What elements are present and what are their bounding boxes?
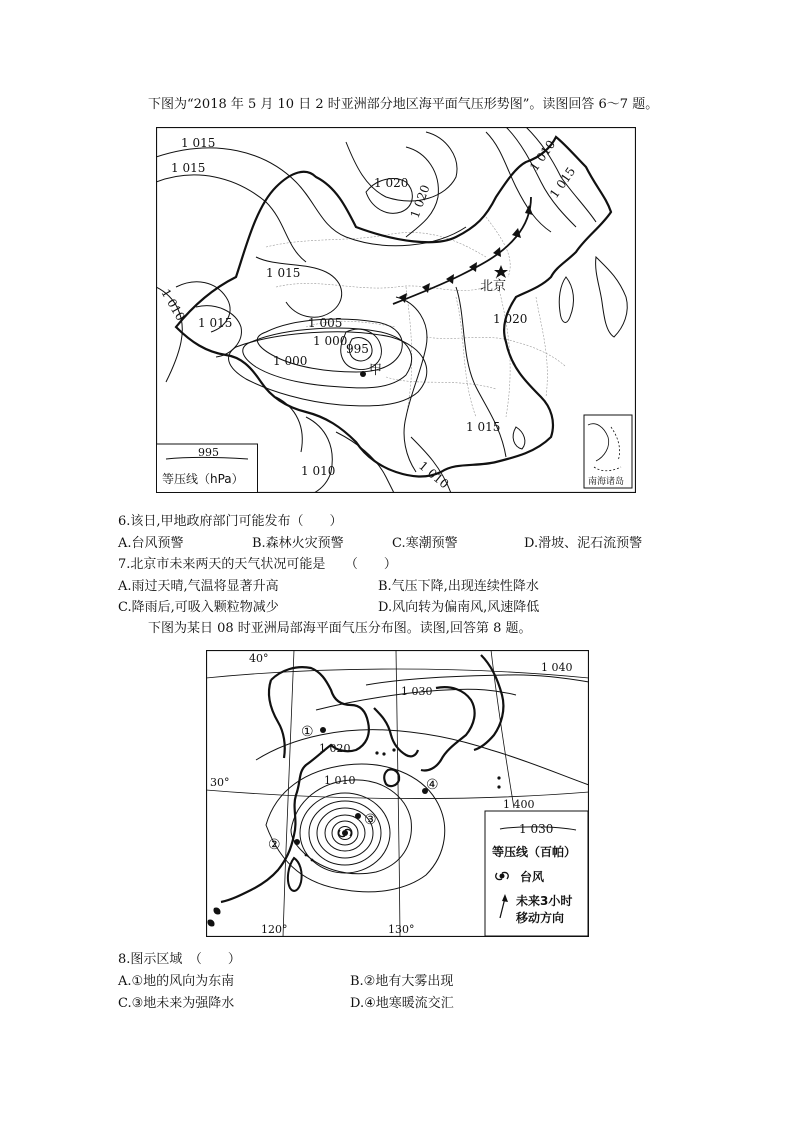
q8-option-c[interactable]: C.③地未来为强降水 (118, 996, 235, 1011)
isobar-label: 995 (346, 342, 369, 356)
legend-isobar-value: 995 (198, 446, 219, 459)
legend-typhoon-text: 台风 (520, 870, 545, 884)
jia-point-icon (360, 371, 366, 377)
isobar-label: 1 010 (526, 137, 559, 174)
point-3-dot (355, 813, 361, 819)
point-3-label: ③ (364, 812, 377, 828)
inset-label: 南海诸岛 (588, 477, 625, 487)
isobar-label: 1 040 (541, 661, 573, 674)
sea-level-pressure-map-2 (206, 650, 589, 937)
place-beijing: 北京 (480, 279, 507, 294)
q7-option-d[interactable]: D.风向转为偏南风,风速降低 (378, 600, 540, 615)
place-jia: 甲 (369, 363, 383, 378)
q8-option-d[interactable]: D.④地寒暖流交汇 (350, 996, 454, 1011)
lat-label-40: 40° (249, 652, 269, 665)
q6-stem: 6.该日,甲地政府部门可能发布（ ） (118, 514, 343, 529)
q6-option-a[interactable]: A.台风预警 (118, 536, 184, 551)
intro-text-2: 下图为某日 08 时亚洲局部海平面气压分布图。读图,回答第 8 题。 (148, 621, 532, 636)
isobar-label: 1 010 (158, 286, 188, 324)
isobar-label: 1 015 (466, 420, 501, 434)
isobar-label: 1 030 (401, 685, 433, 698)
q7-stem: 7.北京市未来两天的天气状况可能是 （ ） (118, 557, 397, 572)
south-china-sea-inset (584, 415, 632, 488)
q8-stem: 8.图示区域 （ ） (118, 952, 241, 967)
isobar-label: 1 015 (171, 161, 206, 175)
sea-level-pressure-map-1 (156, 127, 636, 493)
point-1-dot (320, 727, 326, 733)
q8-option-a[interactable]: A.①地的风向为东南 (118, 974, 235, 989)
q8-option-b[interactable]: B.②地有大雾出现 (350, 974, 454, 989)
isobar-label: 1 000 (273, 354, 308, 368)
legend-move-text-2: 移动方向 (516, 911, 565, 925)
q7-option-b[interactable]: B.气压下降,出现连续性降水 (378, 579, 539, 594)
q6-option-d[interactable]: D.滑坡、泥石流预警 (524, 536, 643, 551)
map1-legend (157, 444, 258, 493)
q6-option-c[interactable]: C.寒潮预警 (392, 536, 458, 551)
isobar-label: 1 015 (546, 164, 579, 201)
isobar-label: 1 020 (493, 312, 528, 326)
legend-isobar-title: 等压线（百帕） (492, 845, 577, 859)
isobar-label: 1 400 (503, 798, 535, 811)
isobar-label: 1 000 (313, 334, 348, 348)
isobar-label: 1 010 (324, 774, 356, 787)
isobar-label: 1 015 (181, 136, 216, 150)
q7-option-a[interactable]: A.雨过天晴,气温将显著升高 (118, 579, 279, 594)
isobar-label: 1 010 (301, 464, 336, 478)
lon-label-130: 130° (388, 923, 415, 936)
map2-legend (485, 811, 588, 936)
isobar-label: 1 015 (198, 316, 233, 330)
isobar-label: 1 020 (374, 176, 409, 190)
point-1-label: ① (301, 724, 314, 740)
point-2-dot (294, 839, 300, 845)
isobar-label: 1 015 (266, 266, 301, 280)
lat-label-30: 30° (210, 776, 230, 789)
isobar-label: 1 010 (416, 458, 452, 492)
q6-option-b[interactable]: B.森林火灾预警 (252, 536, 344, 551)
isobar-label: 1 005 (308, 316, 343, 330)
point-4-label: ④ (426, 777, 439, 793)
lon-label-120: 120° (261, 923, 288, 936)
isobar-label: 1 020 (319, 742, 351, 755)
legend-isobar-value: 1 030 (519, 822, 554, 836)
isobar-label: 1 020 (407, 182, 433, 221)
intro-text-1: 下图为“2018 年 5 月 10 日 2 时亚洲部分地区海平面气压形势图”。读图回答 6～7 题。 (148, 97, 659, 112)
legend-isobar-text: 等压线（hPa） (162, 472, 244, 486)
q7-option-c[interactable]: C.降雨后,可吸入颗粒物减少 (118, 600, 279, 615)
point-2-label: ② (268, 837, 281, 853)
legend-move-text: 未来3小时 (516, 894, 573, 908)
